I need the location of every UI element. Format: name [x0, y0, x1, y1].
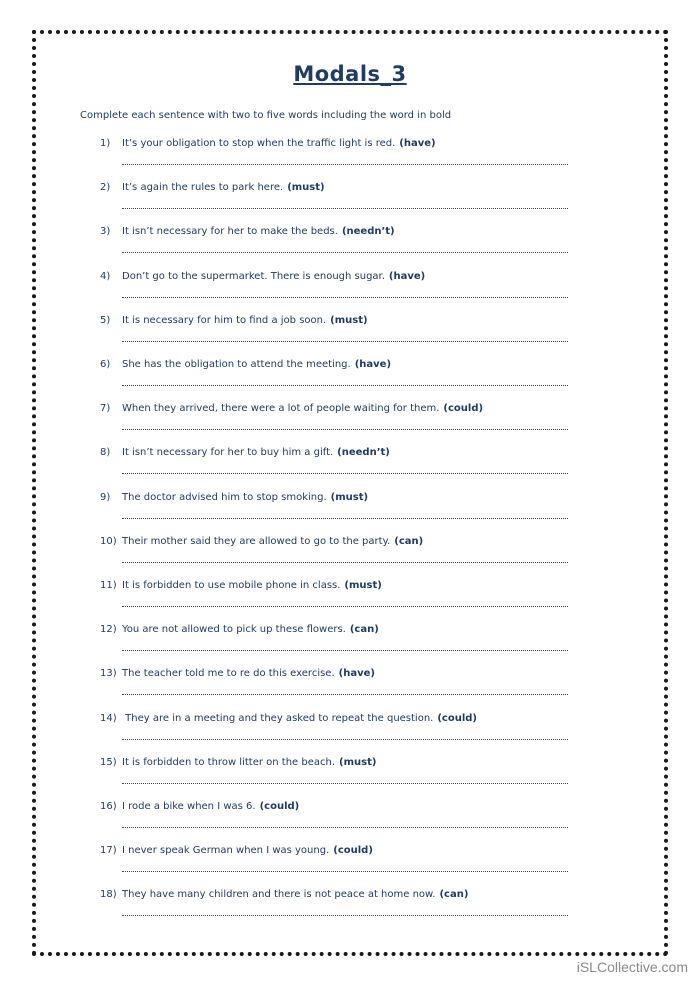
- answer-line[interactable]: [122, 915, 568, 916]
- exercise-item: [100, 182, 570, 193]
- answer-line[interactable]: [122, 650, 568, 651]
- item-keyword: (needn’t): [341, 226, 395, 238]
- answer-line[interactable]: [122, 739, 568, 740]
- item-number: 9): [100, 491, 111, 503]
- item-sentence: It isn’t necessary for her to make the beds.: [122, 226, 338, 238]
- item-keyword: (can): [394, 535, 424, 547]
- item-number: 16): [100, 801, 117, 812]
- item-number: 11): [100, 580, 117, 591]
- watermark: iSLCollective.com: [576, 959, 688, 975]
- item-sentence: You are not allowed to pick up these flowers.: [122, 624, 346, 636]
- exercise-item: [100, 624, 570, 635]
- item-number: 10): [100, 535, 117, 547]
- item-keyword: (have): [338, 668, 375, 680]
- answer-line[interactable]: [122, 297, 568, 298]
- exercise-item: [100, 403, 570, 414]
- exercise-item: [100, 271, 570, 282]
- item-sentence: It’s your obligation to stop when the traffic light is red.: [122, 138, 396, 149]
- page-title: Modals_3: [293, 62, 407, 86]
- item-sentence: She has the obligation to attend the meeting.: [122, 359, 351, 370]
- exercise-item: [100, 359, 570, 370]
- item-keyword: (could): [443, 403, 484, 415]
- item-sentence: Don’t go to the supermarket. There is enough sugar.: [122, 270, 385, 282]
- item-number: 6): [100, 359, 111, 370]
- item-number: 14): [100, 712, 117, 724]
- item-sentence: The teacher told me to re do this exercise.: [122, 668, 335, 680]
- item-number: 1): [100, 138, 111, 149]
- answer-line[interactable]: [122, 473, 568, 474]
- item-keyword: (needn’t): [337, 447, 390, 459]
- item-sentence: They are in a meeting and they asked to repeat the question.: [122, 712, 434, 724]
- item-sentence: Their mother said they are allowed to go to the party.: [122, 535, 391, 547]
- exercise-item: [100, 713, 570, 724]
- item-keyword: (can): [349, 624, 379, 636]
- exercise-item: [100, 580, 570, 591]
- exercise-item: [100, 492, 570, 503]
- answer-line[interactable]: [122, 518, 568, 519]
- item-number: 13): [100, 668, 117, 680]
- item-number: 8): [100, 447, 111, 459]
- item-keyword: (could): [333, 845, 373, 857]
- exercise-item: [100, 138, 570, 149]
- item-keyword: (have): [388, 270, 426, 282]
- item-sentence: It is forbidden to throw litter on the beach.: [122, 756, 336, 768]
- item-sentence: I rode a bike when I was 6.: [122, 801, 256, 812]
- exercise-item: [100, 447, 570, 458]
- item-keyword: (must): [344, 580, 382, 591]
- exercise-item: [100, 226, 570, 237]
- item-sentence: It’s again the rules to park here.: [122, 182, 284, 194]
- item-keyword: (must): [287, 182, 325, 194]
- exercise-item: [100, 757, 570, 768]
- instructions: Complete each sentence with two to five words including the word in bold: [80, 110, 452, 121]
- item-sentence: The doctor advised him to stop smoking.: [122, 491, 327, 503]
- item-number: 7): [100, 403, 111, 415]
- item-sentence: I never speak German when I was young.: [122, 845, 330, 857]
- answer-line[interactable]: [122, 164, 568, 165]
- item-number: 12): [100, 624, 117, 636]
- item-number: 3): [100, 226, 111, 238]
- item-keyword: (have): [354, 359, 392, 370]
- item-sentence: It is necessary for him to find a job soon.: [122, 314, 327, 326]
- answer-line[interactable]: [122, 871, 568, 872]
- answer-line[interactable]: [122, 252, 568, 253]
- answer-line[interactable]: [122, 385, 568, 386]
- item-sentence: It isn’t necessary for her to buy him a gift.: [122, 447, 334, 459]
- item-keyword: (could): [259, 801, 300, 812]
- item-number: 4): [100, 270, 111, 282]
- item-number: 2): [100, 182, 111, 194]
- answer-line[interactable]: [122, 429, 568, 430]
- item-number: 18): [100, 889, 117, 901]
- answer-line[interactable]: [122, 562, 568, 563]
- answer-line[interactable]: [122, 827, 568, 828]
- item-keyword: (must): [330, 491, 369, 503]
- item-number: 15): [100, 756, 117, 768]
- answer-line[interactable]: [122, 694, 568, 695]
- item-number: 5): [100, 314, 111, 326]
- item-keyword: (could): [437, 712, 478, 724]
- answer-line[interactable]: [122, 606, 568, 607]
- item-keyword: (can): [439, 889, 469, 901]
- answer-line[interactable]: [122, 208, 568, 209]
- item-number: 17): [100, 845, 117, 857]
- item-sentence: It is forbidden to use mobile phone in class.: [122, 580, 341, 591]
- answer-line[interactable]: [122, 341, 568, 342]
- item-keyword: (must): [339, 756, 377, 768]
- exercise-item: [100, 845, 570, 856]
- exercise-item: [100, 889, 570, 900]
- exercise-item: [100, 668, 570, 679]
- exercise-item: [100, 315, 570, 326]
- exercise-item: [100, 536, 570, 547]
- exercise-item: [100, 801, 570, 812]
- item-keyword: (have): [399, 138, 436, 149]
- answer-line[interactable]: [122, 783, 568, 784]
- item-sentence: They have many children and there is not peace at home now.: [122, 889, 436, 901]
- item-keyword: (must): [330, 314, 368, 326]
- item-sentence: When they arrived, there were a lot of people waiting for them.: [122, 403, 440, 415]
